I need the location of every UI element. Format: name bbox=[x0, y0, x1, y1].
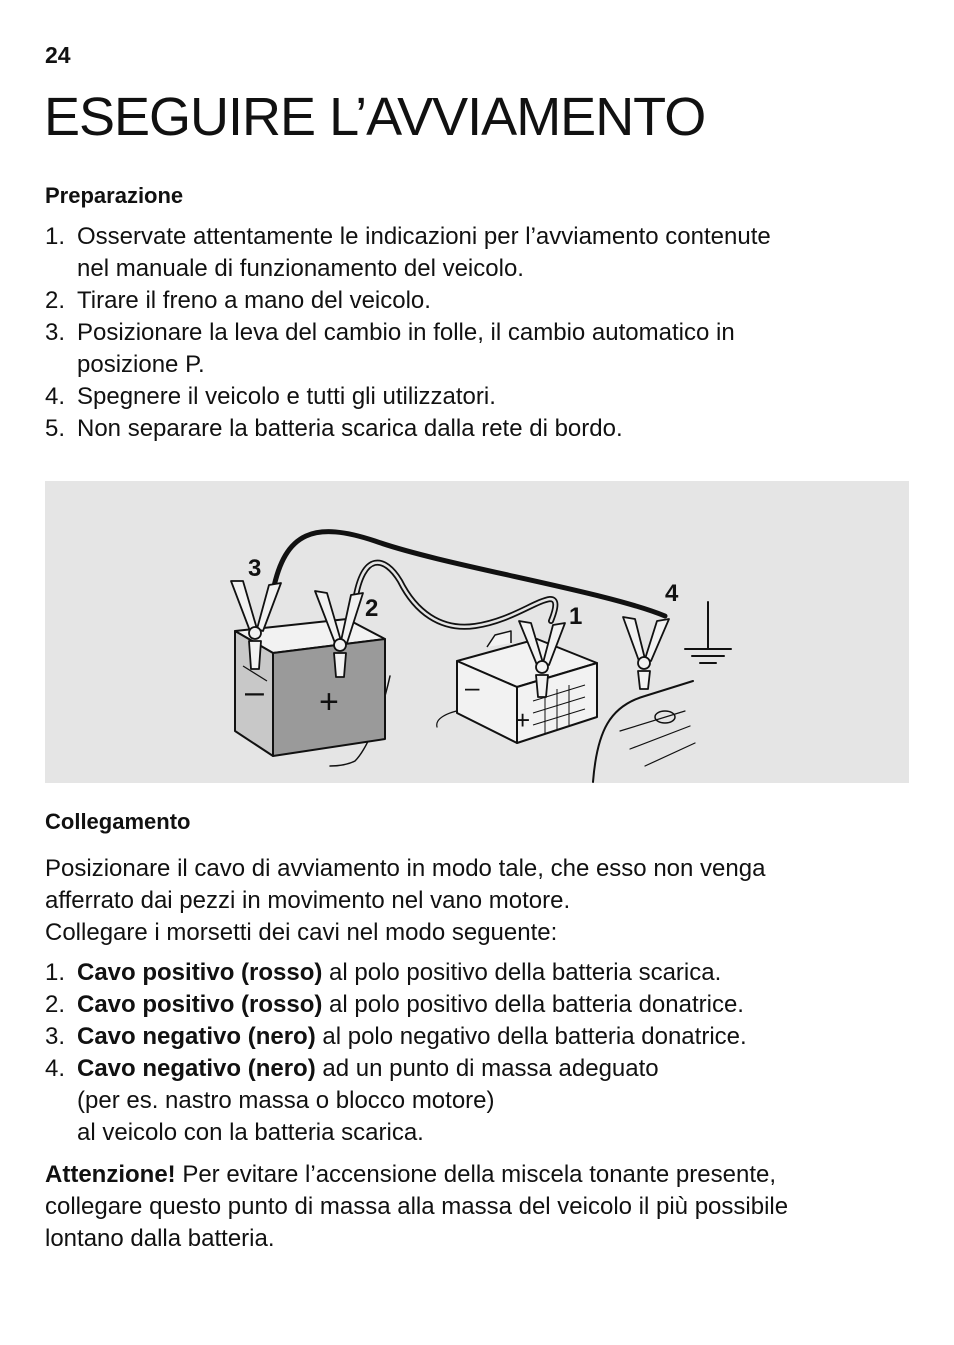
step-line-2: (per es. nastro massa o blocco motore) bbox=[77, 1087, 495, 1114]
plus-sign-left: + bbox=[319, 683, 339, 721]
step-number: 2. bbox=[45, 991, 66, 1018]
step-bold: Cavo positivo (rosso) bbox=[77, 991, 323, 1018]
step-text: ad un punto di massa adeguato bbox=[315, 1055, 659, 1082]
step-number: 4. bbox=[45, 383, 66, 410]
list-item bbox=[45, 413, 805, 445]
list-item bbox=[45, 381, 805, 413]
list-item bbox=[45, 317, 805, 381]
plus-sign-right: + bbox=[515, 705, 531, 735]
warning-label: Attenzione! bbox=[45, 1161, 176, 1188]
preparation-steps bbox=[45, 221, 805, 445]
step-bold: Cavo negativo (nero) bbox=[77, 1023, 316, 1050]
step-text: al polo positivo della batteria scarica. bbox=[322, 959, 722, 986]
list-item bbox=[45, 989, 915, 1021]
step-number: 1. bbox=[45, 959, 66, 986]
step-line-3: al veicolo con la batteria scarica. bbox=[77, 1119, 424, 1146]
page-title: ESEGUIRE L’AVVIAMENTO bbox=[44, 87, 706, 147]
connection-instruction: Collegare i morsetti dei cavi nel modo seguente: bbox=[45, 919, 558, 946]
warning-text: Per evitare l’accensione della miscela tonante presente, collegare questo punto di massa alla massa del veicolo il più possibile lontano dalla batteria. bbox=[45, 1161, 789, 1252]
list-item bbox=[45, 1021, 915, 1053]
step-number: 3. bbox=[45, 1023, 66, 1050]
list-item bbox=[45, 221, 805, 285]
step-text: Posizionare la leva del cambio in folle, il cambio automatico in posizione P. bbox=[77, 319, 735, 378]
label-2: 2 bbox=[365, 595, 379, 622]
label-4: 4 bbox=[665, 580, 679, 607]
step-number: 5. bbox=[45, 415, 66, 442]
step-text: Non separare la batteria scarica dalla rete di bordo. bbox=[77, 415, 623, 442]
step-text: Tirare il freno a mano del veicolo. bbox=[77, 287, 431, 314]
connection-steps bbox=[45, 957, 915, 1149]
label-1: 1 bbox=[569, 603, 583, 630]
step-number: 1. bbox=[45, 223, 66, 250]
label-3: 3 bbox=[248, 555, 262, 582]
step-bold: Cavo negativo (nero) bbox=[77, 1055, 316, 1082]
jump-start-diagram bbox=[45, 481, 909, 783]
list-item bbox=[45, 285, 805, 317]
step-bold: Cavo positivo (rosso) bbox=[77, 959, 323, 986]
warning-note bbox=[45, 1159, 835, 1255]
list-item bbox=[45, 1053, 915, 1149]
connection-intro: Posizionare il cavo di avviamento in modo tale, che esso non venga afferrato dai pezzi in movimento nel vano motore. bbox=[45, 855, 766, 914]
step-text: Osservate attentamente le indicazioni per l’avviamento contenute nel manuale di funzionamento del veicolo. bbox=[77, 223, 771, 282]
step-text: Spegnere il veicolo e tutti gli utilizzatori. bbox=[77, 383, 496, 410]
jump-start-illustration bbox=[45, 481, 909, 783]
connection-heading: Collegamento bbox=[45, 809, 191, 834]
step-text: al polo negativo della batteria donatrice. bbox=[315, 1023, 747, 1050]
step-number: 3. bbox=[45, 319, 66, 346]
page-number: 24 bbox=[45, 42, 71, 68]
step-number: 2. bbox=[45, 287, 66, 314]
minus-sign-left: – bbox=[245, 673, 264, 711]
preparation-heading: Preparazione bbox=[45, 183, 184, 208]
step-number: 4. bbox=[45, 1055, 66, 1082]
minus-sign-right: – bbox=[465, 672, 480, 702]
step-text: al polo positivo della batteria donatrice. bbox=[322, 991, 744, 1018]
list-item bbox=[45, 957, 915, 989]
